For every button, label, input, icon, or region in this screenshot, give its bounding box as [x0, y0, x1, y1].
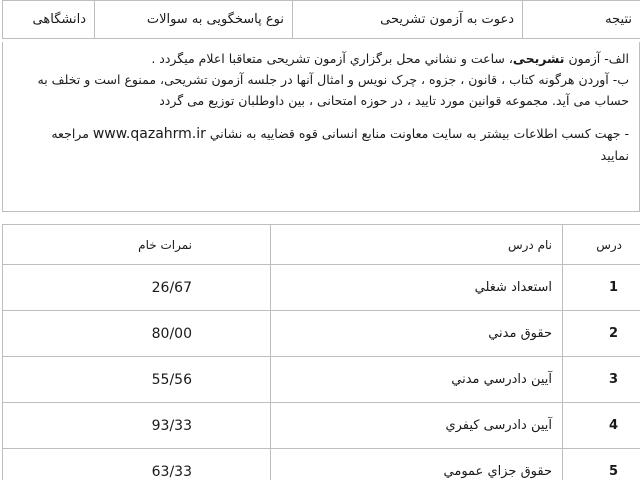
course-name: آيين دادرسي مدني — [271, 357, 563, 403]
course-name: استعداد شغلي — [271, 265, 563, 311]
note-c-line2: نمایید — [600, 148, 629, 163]
note-b-line2: حساب می آید. مجموعه قوانین مورد تایید ، در حوزه امتحانی ، بین داوطلبان توزیع می گردد — [159, 93, 629, 108]
raw-score: 63/33 — [3, 449, 271, 480]
table-row — [3, 311, 640, 357]
header-raw-score: نمرات خام — [3, 225, 271, 265]
result-table — [2, 0, 640, 39]
note-a-rest: ، ساعت و نشاني محل برگزاري آزمون تشريحی متعاقبا اعلام ميگردد . — [151, 51, 513, 66]
answer-type-value: دانشگاهی — [3, 1, 95, 39]
row-number: 4 — [563, 403, 640, 449]
result-row — [3, 1, 640, 39]
table-row — [3, 403, 640, 449]
raw-score: 55/56 — [3, 357, 271, 403]
course-name: حقوق جزاي عمومي — [271, 449, 563, 480]
note-c-suffix: مراجعه — [51, 126, 93, 141]
header-course-name: نام درس — [271, 225, 563, 265]
note-b-line1: ب- آوردن هرگونه کتاب ، قانون ، جزوه ، چرک نویس و امثال آنها در جلسه آزمون تشریحی، ممنوع است و تخلف به — [37, 72, 629, 87]
notes-gap — [11, 111, 629, 123]
notes-box — [2, 42, 640, 212]
header-number: درس — [563, 225, 640, 265]
raw-score: 80/00 — [3, 311, 271, 357]
scores-header-row — [3, 225, 640, 265]
result-label: نتیجه — [605, 12, 632, 27]
answer-type-label: نوع پاسخگویی به سوالات — [95, 1, 293, 39]
row-number: 3 — [563, 357, 640, 403]
table-row — [3, 265, 640, 311]
website-link[interactable]: www.qazahrm.ir — [92, 126, 206, 142]
result-value: دعوت به آزمون تشریحی — [293, 1, 523, 39]
note-a-prefix: الف- آزمون — [564, 51, 629, 66]
table-row — [3, 357, 640, 403]
row-number: 2 — [563, 311, 640, 357]
result-label-cell — [523, 1, 640, 39]
note-c — [11, 123, 629, 145]
raw-score: 26/67 — [3, 265, 271, 311]
note-a — [11, 48, 629, 69]
course-name: حقوق مدني — [271, 311, 563, 357]
row-number: 5 — [563, 449, 640, 480]
note-a-bold: تشریحی — [512, 51, 565, 66]
scores-table — [2, 224, 640, 480]
raw-score: 93/33 — [3, 403, 271, 449]
row-number: 1 — [563, 265, 640, 311]
table-row — [3, 449, 640, 480]
course-name: آيين دادرسی کيفري — [271, 403, 563, 449]
note-c-prefix: - جهت کسب اطلاعات بیشتر به سایت معاونت منابع انسانی قوه قضاییه به نشاني — [205, 126, 629, 141]
